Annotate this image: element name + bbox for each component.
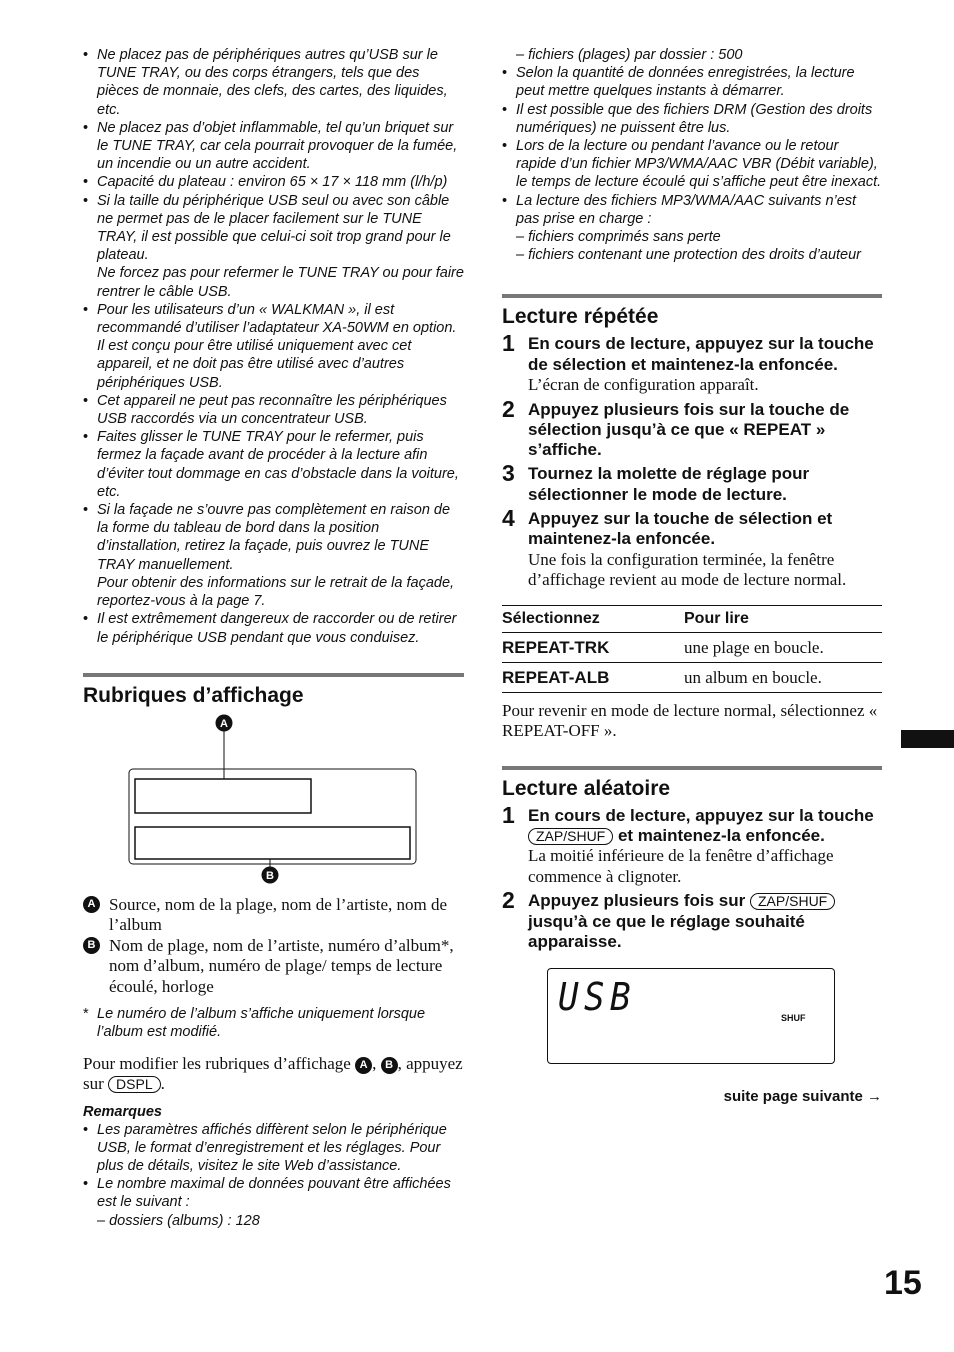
marker-a-icon: A: [83, 896, 100, 913]
list-item: • La lecture des fichiers MP3/WMA/AAC suivants n’est pas prise en charge :: [502, 192, 882, 228]
display-outline: [129, 769, 416, 864]
modify-text: Pour modifier les rubriques d’affichage: [83, 1053, 351, 1073]
step-desc: La moitié inférieure de la fenêtre d’affichage commence à clignoter.: [528, 846, 834, 886]
section-title: Lecture répétée: [502, 305, 659, 329]
table-cell: REPEAT-TRK: [502, 632, 684, 662]
repeat-section: [502, 294, 882, 741]
page-number: 15: [884, 1264, 922, 1302]
marker-a-icon: A: [355, 1057, 372, 1074]
column-header: Sélectionnez: [502, 605, 684, 632]
step-desc: Une fois la configuration terminée, la fenêtre d’affichage revient au mode de lecture normal.: [528, 549, 847, 590]
marker-b-icon: B: [83, 937, 100, 954]
list-item: • Il est extrêmement dangereux de raccorder ou de retirer le périphérique USB pendant que vous conduisez.: [83, 610, 464, 646]
usb-notes-list: [83, 46, 464, 647]
legend-a-text: Source, nom de la plage, nom de l’artiste, nom de l’album: [109, 894, 448, 935]
list-item: • Lors de la lecture ou pendant l’avance ou le retour rapide d’un fichier MP3/WMA/AAC VBR (Débit variable), le temps de lecture écoulé qui s’affiche peut être inexact.: [502, 137, 882, 192]
list-item: – fichiers (plages) par dossier : 500: [516, 47, 743, 63]
step-number: 1: [502, 330, 515, 357]
list-item: – dossiers (albums) : 128: [97, 1212, 260, 1229]
table-header-row: [502, 605, 882, 632]
remarks-list: [83, 1121, 464, 1230]
marker-a-label: A: [220, 717, 228, 730]
legend-item-b: [83, 936, 464, 998]
file-notes-list: [502, 46, 882, 264]
step-number: 2: [502, 887, 515, 914]
list-item: – fichiers comprimés sans perte: [516, 229, 721, 246]
section-title: Lecture aléatoire: [502, 776, 671, 800]
continued-note: suite page suivante →: [723, 1088, 882, 1106]
step-title: [528, 891, 882, 952]
repeat-step-4: [502, 505, 882, 591]
footnote-text: Le numéro de l’album s’affiche uniquement lorsque l’album est modifié.: [97, 1006, 426, 1041]
modify-instructions: Pour modifier les rubriques d’affichage A , B , appuyez sur DSPL .: [83, 1053, 463, 1094]
legend-item-a: [83, 895, 464, 936]
list-item: Pour obtenir des informations sur le retrait de la façade, reportez-vous à la page 7.: [97, 574, 455, 610]
repeat-table: [502, 605, 882, 693]
step-text: jusqu’à ce que le réglage souhaité apparaisse.: [528, 911, 805, 951]
shuffle-section: [502, 766, 882, 1064]
marker-b-icon: B: [381, 1057, 398, 1074]
column-header: Pour lire: [684, 605, 882, 632]
list-item: • Il est possible que des fichiers DRM (Gestion des droits numériques) ne puissent être lus.: [502, 101, 882, 137]
marker-b-label: B: [266, 869, 274, 882]
lcd-text: USB: [558, 975, 636, 1020]
right-column: [502, 46, 882, 1105]
list-item: • Ne placez pas d’objet inflammable, tel qu’un briquet sur le TUNE TRAY, car cela pourrait provoquer de la fumée, un incendie ou un autre accident.: [83, 119, 464, 174]
zap-shuf-button[interactable]: ZAP/SHUF: [528, 828, 613, 845]
table-cell: une plage en boucle.: [684, 632, 882, 662]
dspl-button[interactable]: DSPL: [108, 1076, 161, 1093]
step-title: Appuyez plusieurs fois sur la touche de sélection jusqu’à ce que « REPEAT » s’affiche.: [528, 399, 850, 460]
list-item: • Selon la quantité de données enregistrées, la lecture peut mettre quelques instants à démarrer.: [502, 64, 882, 100]
legend-b-text: Nom de plage, nom de l’artiste, numéro d’album*, nom d’album, numéro de plage/ temps de lecture écoulé, horloge: [109, 935, 454, 996]
lcd-shuf-indicator: SHUF: [781, 1013, 806, 1024]
table-cell: un album en boucle.: [684, 662, 882, 692]
step-text: et maintenez-la enfoncée.: [617, 825, 825, 845]
step-title: [528, 806, 882, 847]
zap-shuf-button[interactable]: ZAP/SHUF: [750, 893, 835, 910]
step-number: 1: [502, 801, 515, 828]
repeat-step-2: [502, 395, 882, 461]
step-text: Appuyez plusieurs fois sur: [528, 891, 746, 911]
step-number: 4: [502, 505, 515, 532]
list-item: • Capacité du plateau : environ 65 × 17 × 118 mm (l/h/p): [83, 173, 464, 191]
footnote-mark: *: [83, 1006, 89, 1023]
left-column: [83, 46, 464, 1230]
step-text: En cours de lecture, appuyez sur la touche: [528, 805, 874, 825]
footnote: [83, 1005, 464, 1041]
list-item: Ne forcez pas pour refermer le TUNE TRAY ou pour faire rentrer le câble USB.: [97, 265, 464, 300]
list-item: • Pour les utilisateurs d’un « WALKMAN », il est recommandé d’utiliser l’adaptateur XA-50WM en option. Il est conçu pour être utilisé uniquement avec cet appareil, et ne doit pas être utilisé avec d’autres périphériques USB.: [83, 301, 464, 392]
table-row: [502, 632, 882, 662]
list-item: • Les paramètres affichés diffèrent selon le périphérique USB, le format d’enregistrement et les réglages. Pour plus de détails, visitez le site Web d’assistance.: [83, 1121, 464, 1176]
list-item: • Si la façade ne s’ouvre pas complètement en raison de la forme du tableau de bord dans la position d’installation, retirez la façade, puis ouvrez le TUNE TRAY manuellement.: [83, 501, 464, 574]
step-number: 3: [502, 460, 515, 487]
display-legend: [83, 895, 464, 998]
marker-b-diagram: [83, 863, 464, 887]
step-title: Appuyez sur la touche de sélection et maintenez-la enfoncée.: [528, 509, 833, 549]
repeat-step-1: [502, 330, 882, 395]
display-upper-area: [135, 779, 311, 813]
section-title: Rubriques d’affichage: [83, 683, 304, 707]
repeat-off-text: Pour revenir en mode de lecture normal, sélectionnez « REPEAT-OFF ».: [502, 700, 878, 741]
step-title: Tournez la molette de réglage pour sélectionner le mode de lecture.: [528, 464, 810, 504]
display-diagram: [83, 713, 464, 873]
table-cell: REPEAT-ALB: [502, 662, 684, 692]
list-item: • Si la taille du périphérique USB seul ou avec son câble ne permet pas de le placer facilement sur le TUNE TRAY, il est possible que celui-ci soit trop grand pour le plateau.: [83, 192, 464, 265]
list-item: • Ne placez pas de périphériques autres qu’USB sur le TUNE TRAY, ou des corps étrangers, tels que des pièces de monnaie, des clefs, des cartes, des liquides, etc.: [83, 46, 464, 119]
display-lower-area: [135, 827, 410, 859]
shuffle-step-1: [502, 801, 882, 888]
list-item: • Le nombre maximal de données pouvant être affichées est le suivant :: [83, 1175, 464, 1211]
table-row: [502, 662, 882, 692]
display-items-section: [83, 673, 464, 1230]
list-item: • Cet appareil ne peut pas reconnaître les périphériques USB raccordés via un concentrateur USB.: [83, 392, 464, 428]
side-tab-marker: [901, 730, 954, 748]
remarks-title: Remarques: [83, 1103, 162, 1120]
shuffle-step-2: [502, 887, 882, 952]
step-title: En cours de lecture, appuyez sur la touche de sélection et maintenez-la enfoncée.: [528, 334, 874, 374]
step-desc: L’écran de configuration apparaît.: [528, 375, 759, 395]
press-text: appuyez sur: [83, 1053, 463, 1094]
lcd-display: [547, 968, 835, 1064]
step-number: 2: [502, 395, 515, 422]
repeat-step-3: [502, 460, 882, 505]
list-item: • Faites glisser le TUNE TRAY pour le refermer, puis fermez la façade avant de procéder à la lecture afin d’éviter tout dommage en cas d’obstacle dans la voiture, etc.: [83, 428, 464, 501]
list-item: – fichiers contenant une protection des droits d’auteur: [516, 247, 861, 264]
